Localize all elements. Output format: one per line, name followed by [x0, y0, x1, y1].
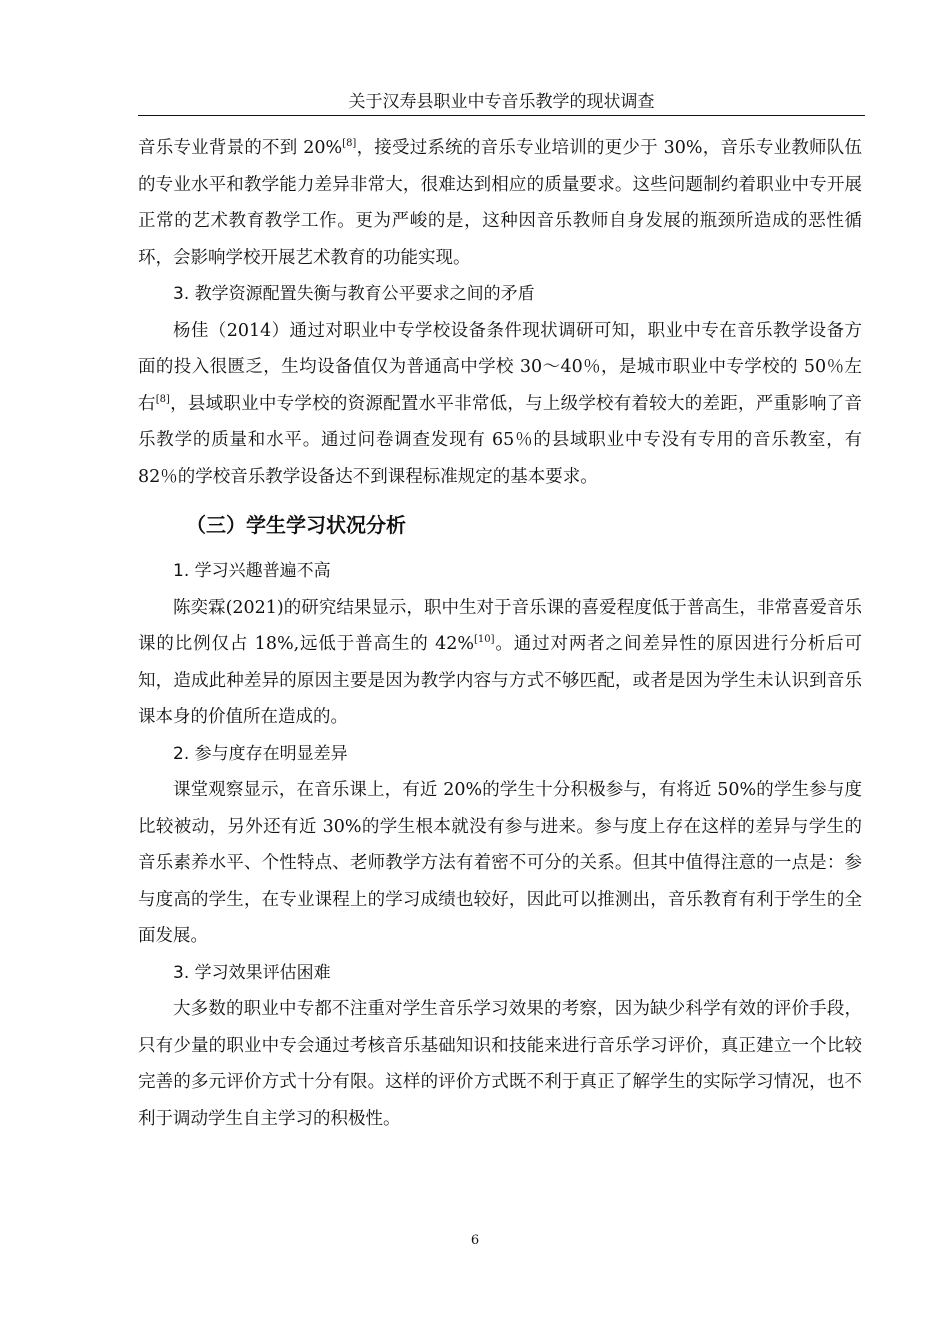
paragraph-assessment: 大多数的职业中专都不注重对学生音乐学习效果的考察，因为缺少科学有效的评价手段，只有少量的职业中专会通过考核音乐基础知识和技能来进行音乐学习评价，真正建立一个比较完善的多元评价方式十分有限。这样的评价方式既不利于真正了解学生的实际学习情况，也不利于调动学生自主学习的积极性。 [138, 999, 862, 1129]
citation-ref: [10] [473, 634, 495, 645]
subheading-assessment: 3. 学习效果评估困难 [173, 962, 331, 983]
page-number: 6 [470, 1233, 480, 1248]
text-run: ，接受过系统的音乐专业培训的更少于 30%，音乐专业教师队伍的专业水平和教学能力差异非常大，很难达到相应的质量要求。这些问题制约着职业中专开展正常的艺术教育教学工作。更为严峻的是，这种因音乐教师自身发展的瓶颈所造成的恶性循环，会影响学校开展艺术教育的功能实现。 [138, 138, 862, 268]
text-run: 陈奕霖(2021)的研究结果显示，职中生对于音乐课的喜爱程度低于普高生，非常喜爱音乐课的比例仅占 18%,远低于普高生的 42% [138, 597, 862, 654]
subheading-resource-imbalance: 3. 教学资源配置失衡与教育公平要求之间的矛盾 [173, 284, 535, 304]
subheading-interest: 1. 学习兴趣普遍不高 [173, 561, 331, 581]
paragraph-resource-imbalance [138, 313, 862, 496]
text-run: 音乐专业背景的不到 20% [138, 138, 343, 158]
text-run: ，县域职业中专学校的资源配置水平非常低，与上级学校有着较大的差距，严重影响了音乐教学的质量和水平。通过问卷调查发现有 65％的县域职业中专没有专用的音乐教室，有 82％的学校音乐教学设备达不到课程标准规定的基本要求。 [138, 393, 863, 487]
section-title: （三）学生学习状况分析 [186, 513, 406, 537]
paragraph-participation: 课堂观察显示，在音乐课上，有近 20%的学生十分积极参与，有将近 50%的学生参与度比较被动，另外还有近 30%的学生根本就没有参与进来。参与度上存在这样的差异与学生的音乐素养水平、个性特点、老师教学方法有着密不可分的关系。但其中值得注意的一点是：参与度高的学生，在专业课程上的学习成绩也较好，因此可以推测出，音乐教育有利于学生的全面发展。 [138, 780, 862, 946]
running-header-title: 关于汉寿县职业中专音乐教学的现状调查 [348, 92, 655, 112]
citation-ref: [8] [155, 393, 170, 405]
running-header [138, 92, 865, 116]
text-run: 杨佳（2014）通过对职业中专学校设备条件现状调研可知，职业中专在音乐教学设备方面的投入很匮乏，生均设备值仅为普通高中学校 30～40％，是城市职业中专学校的 50％左右 [138, 320, 862, 414]
text-run: 。通过对两者之间差异性的原因进行分析后可知，造成此种差异的原因主要是因为教学内容与方式不够匹配，或者是因为学生未认识到音乐课本身的价值所在造成的。 [138, 634, 863, 727]
paragraph-teacher-background [138, 130, 862, 276]
subheading-participation: 2. 参与度存在明显差异 [173, 743, 348, 764]
page-body [138, 130, 862, 1137]
paragraph-interest [138, 590, 862, 736]
citation-ref: [8] [342, 138, 357, 149]
